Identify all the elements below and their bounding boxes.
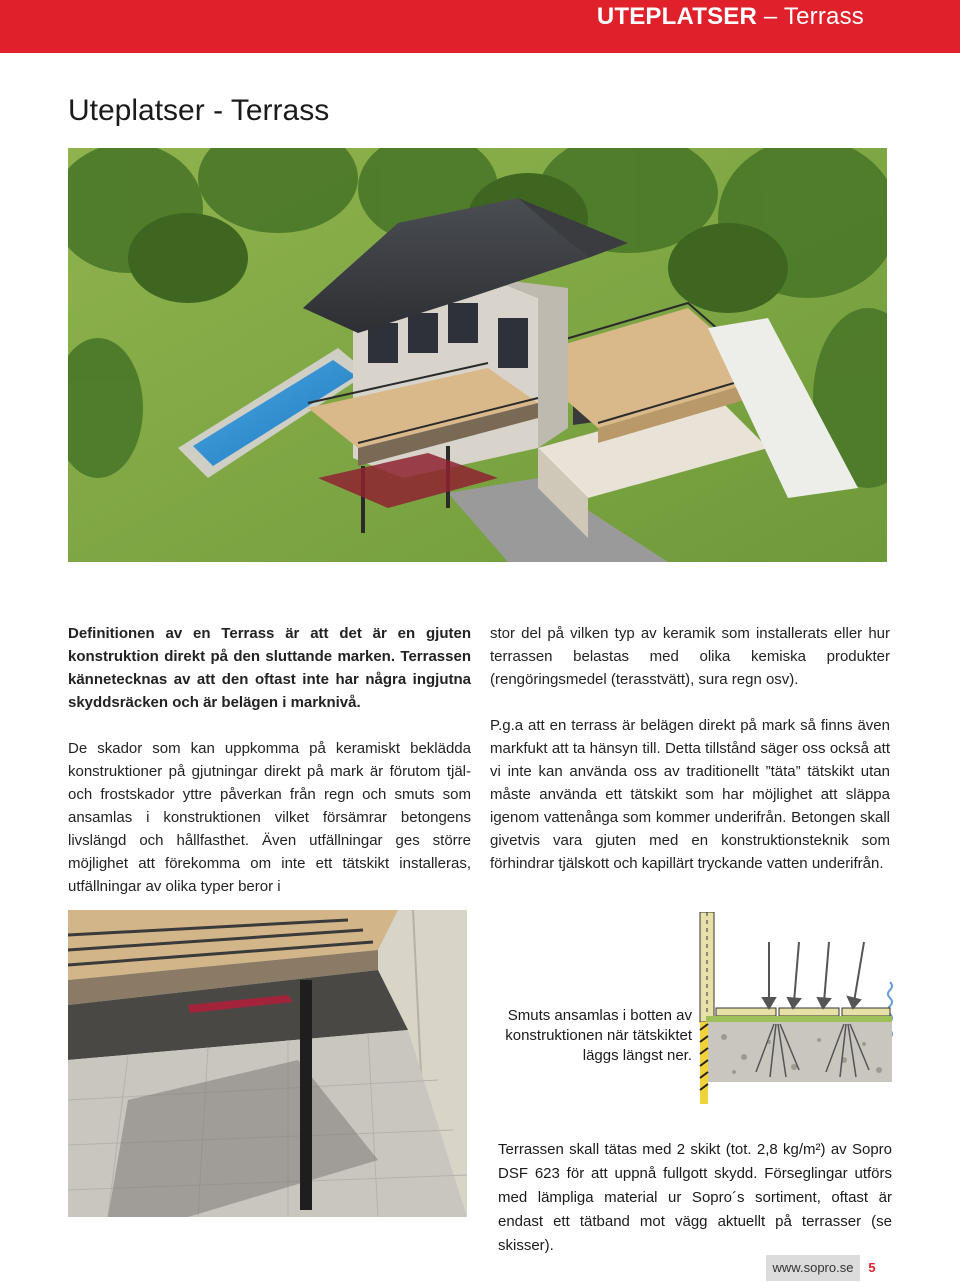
right-column [490,622,890,875]
house-illustration [68,148,887,562]
left-column [68,622,471,898]
header-brand: UTEPLATSER [596,3,758,30]
footer-url[interactable]: www.sopro.se [766,1255,860,1281]
page-number: 5 [868,1260,876,1275]
body-paragraph-3: P.g.a att en terrass är belägen direkt på mark så finns även markfukt att ta hänsyn till. Detta tillstånd säger oss också att vi inte kan använda oss av traditionellt ”täta” tätskikt utan måste använda ett tätskikt som har möjlighet att släppa igenom vattenånga som kommer underifrån. Betongen skall givetvis vara gjuten med en konstruktionsteknik som förhindrar tjälskott och kapillärt tryckande vatten underifrån. [490,717,890,872]
terrace-closeup-photo [68,910,467,1217]
bottom-paragraph: Terrassen skall tätas med 2 skikt (tot. 2,8 kg/m²) av Sopro DSF 623 för att uppnå fullgott skydd. Förseglingar utförs med lämpliga material ur Sopro´s sortiment, oftast är endast ett tätband mot vägg aktuellt på terrasser (se skisser). [498,1141,892,1254]
body-paragraph-2: stor del på vilken typ av keramik som installerats eller hur terrassen belastas med olika kemiska produkter (rengöringsmedel (terasstvätt), sura regn osv). [490,625,890,688]
header-section: Terrass [783,3,864,30]
body-paragraph-1: De skador som kan uppkomma på keramiskt beklädda konstruktioner på gjutningar direkt på mark är förutom tjäl- och frostskador yttre påverkan från regn och smuts som ansamlas i konstruktionen vilket försämrar betongens livslängd och hållfasthet. Även utfällningar ges större möjlighet att förekomma om inte ett tätskikt installeras, utfällningar av olika typer beror i [68,740,471,895]
header-title [597,2,864,32]
diagram-caption: Smuts ansamlas i botten av konstruktionen när tätskiktet läggs längst ner. [505,1007,692,1064]
intro-paragraph: Definitionen av en Terrass är att det är en gjuten konstruktion direkt på den sluttande marken. Terrassen kännetecknas av att den oftast inte har några ingjutna skyddsräcken och är belägen i marknivå. [68,625,471,711]
page-title: Uteplatser - Terrass [68,94,330,127]
header-dash: – [763,3,784,30]
header-band [0,0,960,53]
